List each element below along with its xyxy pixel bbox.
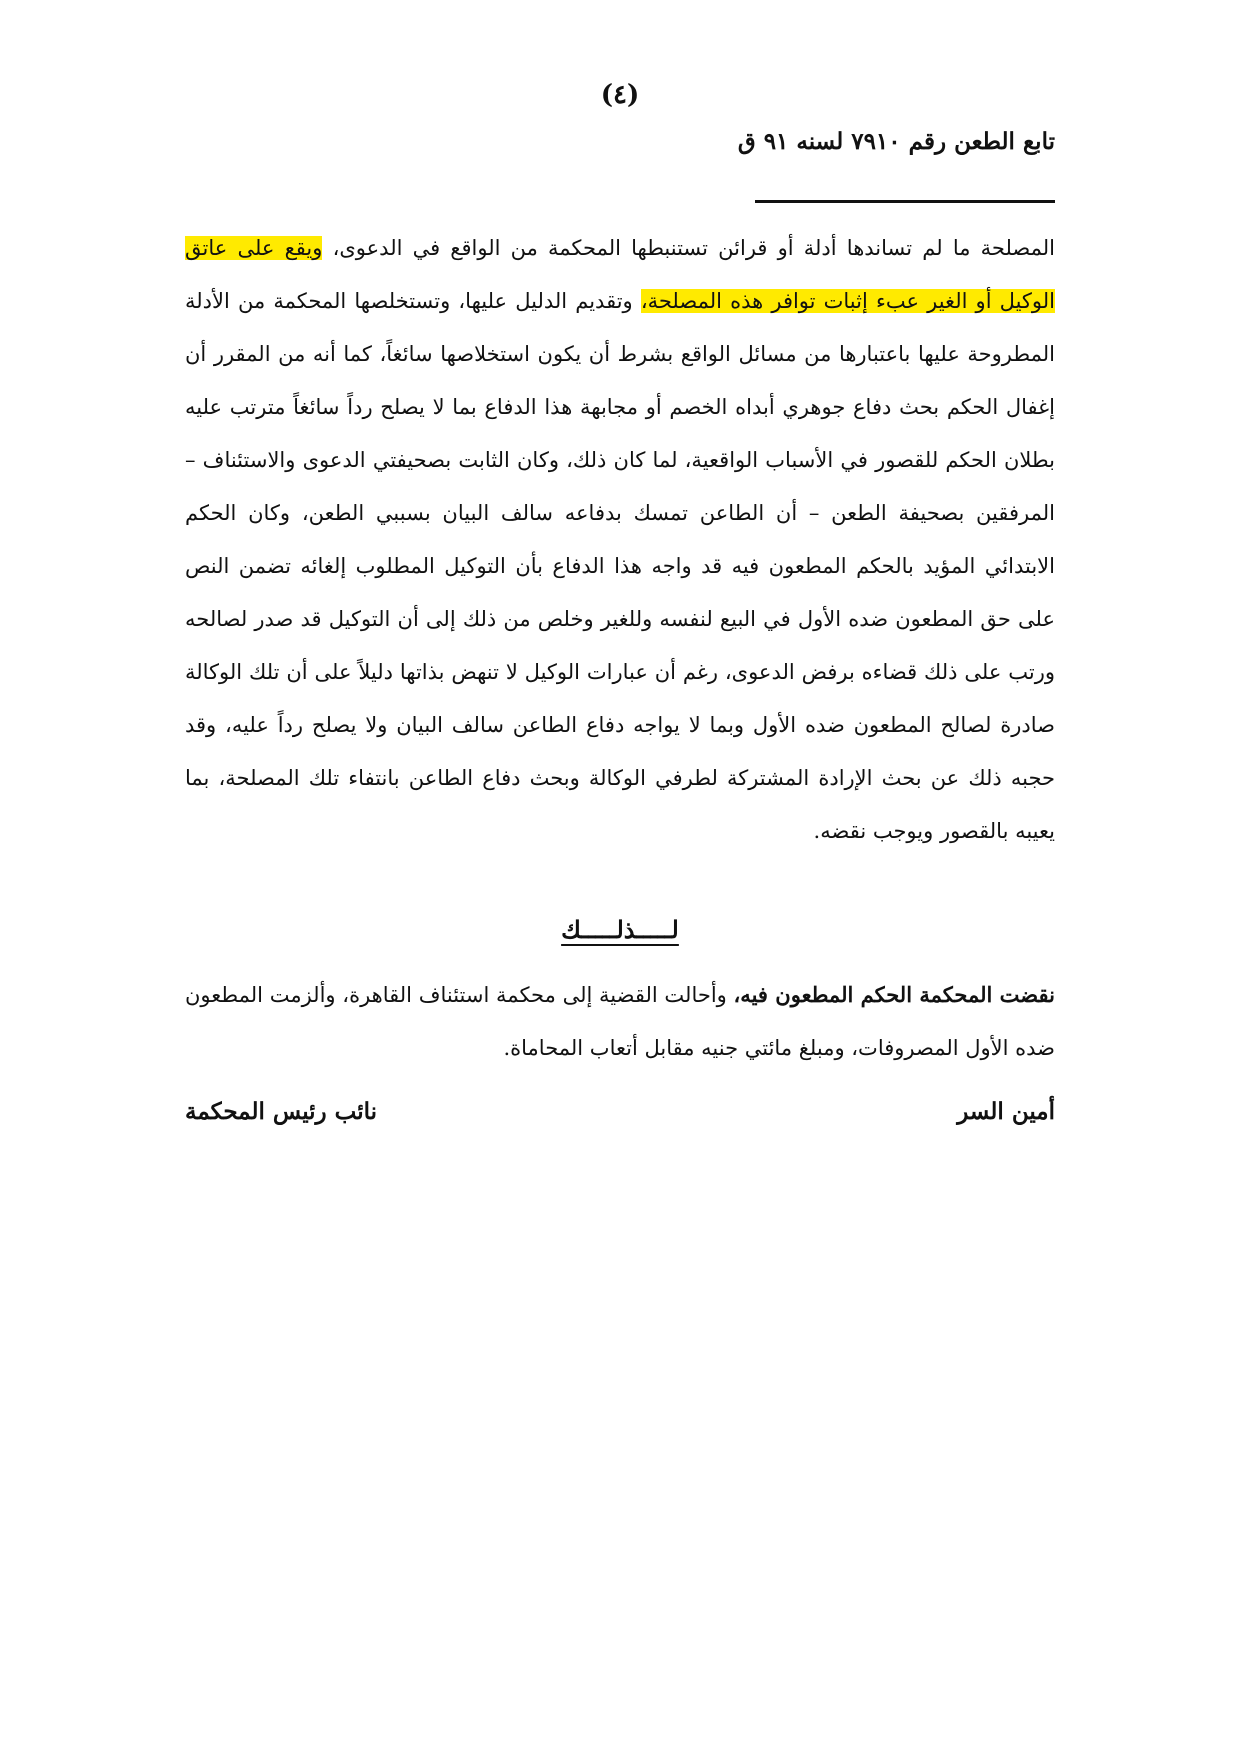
signature-vice-president: نائب رئيس المحكمة <box>185 1098 378 1125</box>
section-heading: لـــــذلـــــك <box>561 915 679 944</box>
body-paragraph <box>185 222 1055 858</box>
header-divider <box>755 200 1055 203</box>
highlighted-text: ويقع على عاتق الوكيل أو الغير عبء إثبات توافر هذه المصلحة، <box>185 236 1055 313</box>
body-text-part1: المصلحة ما لم تساندها أدلة أو قرائن تستنبطها المحكمة من الواقع في الدعوى، <box>322 236 1055 260</box>
page-number: (٤) <box>600 80 640 110</box>
ruling-bold-text: نقضت المحكمة الحكم المطعون فيه، <box>733 982 1055 1007</box>
signature-secretary: أمين السر <box>957 1098 1055 1125</box>
ruling-rest-text: وأحالت القضية إلى محكمة استئناف القاهرة، وألزمت المطعون ضده الأول المصروفات، ومبلغ مائتي جنيه مقابل أتعاب المحاماة. <box>185 983 1055 1060</box>
ruling-paragraph <box>185 968 1055 1075</box>
case-title: تابع الطعن رقم ٧٩١٠ لسنه ٩١ ق <box>737 128 1055 155</box>
body-text-part2: وتقديم الدليل عليها، وتستخلصها المحكمة من الأدلة المطروحة عليها باعتبارها من مسائل الواقع بشرط أن يكون استخلاصها سائغاً، كما أنه من المقرر أن إغفال الحكم بحث دفاع جوهري أبداه الخصم أو مجابهة هذا الدفاع بما لا يصلح رداً سائغاً مترتب عليه بطلان الحكم للقصور في الأسباب الواقعية، لما كان ذلك، وكان الثابت بصحيفتي الدعوى والاستئناف – المرفقين بصحيفة الطعن – أن الطاعن تمسك بدفاعه سالف البيان بسببي الطعن، وكان الحكم الابتدائي المؤيد بالحكم المطعون فيه قد واجه هذا الدفاع بأن التوكيل المطلوب إلغائه تضمن النص على حق المطعون ضده الأول في البيع لنفسه وللغير وخلص من ذلك إلى أن التوكيل قد صدر لصالحه ورتب على ذلك قضاءه برفض الدعوى، رغم أن عبارات الوكيل لا تنهض بذاتها دليلاً على أن تلك الوكالة صادرة لصالح المطعون ضده الأول وبما لا يواجه دفاع الطاعن سالف البيان ولا يصلح رداً عليه، وقد حجبه ذلك عن بحث الإرادة المشتركة لطرفي الوكالة وبحث دفاع الطاعن بانتفاء تلك المصلحة، بما يعيبه بالقصور ويوجب نقضه. <box>185 289 1055 843</box>
